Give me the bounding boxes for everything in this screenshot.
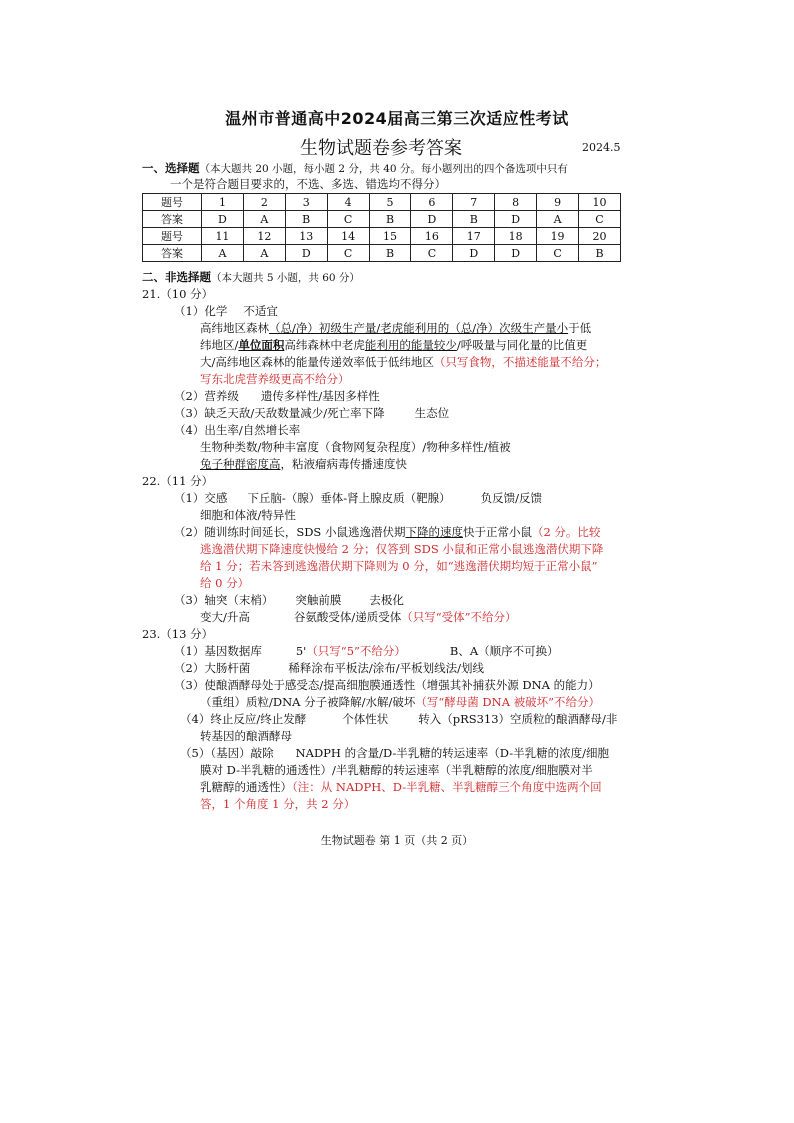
q21-p2-a: （2）营养级 bbox=[174, 389, 239, 403]
q21-p1-a: （1）化学 bbox=[174, 304, 228, 318]
q23-p5-b: NADPH 的含量/D-半乳糖的转运速率（D-半乳糖的浓度/细胞 bbox=[295, 746, 609, 760]
q23-line4 bbox=[200, 779, 602, 795]
q21-l3-b: （只写食物，不描述能量不给分； bbox=[433, 355, 607, 369]
table-cell: A bbox=[202, 245, 244, 262]
table-cell: 3 bbox=[285, 194, 327, 211]
table-cell: 18 bbox=[495, 228, 537, 245]
table-cell: 19 bbox=[537, 228, 579, 245]
table-cell: D bbox=[495, 211, 537, 228]
table-cell: 8 bbox=[495, 194, 537, 211]
section2-heading: 二、非选择题 bbox=[142, 270, 211, 284]
table-cell: 1 bbox=[202, 194, 244, 211]
q22-line5 bbox=[200, 609, 517, 625]
section2-note: （本大题共 5 小题，共 60 分） bbox=[211, 272, 360, 284]
q22-part2 bbox=[174, 524, 600, 540]
q21-line2 bbox=[200, 337, 587, 353]
table-row bbox=[143, 211, 621, 228]
table-row bbox=[143, 194, 621, 211]
table-cell: B bbox=[285, 211, 327, 228]
q21-p3-a: （3）缺乏天敌/天敌数量减少/死亡率下降 bbox=[174, 406, 385, 420]
q22-l5-b: 谷氨酸受体/递质受体 bbox=[293, 610, 402, 624]
q22-p3-b: 突触前膜 bbox=[295, 593, 342, 607]
q23-p4-b: 个体性状 bbox=[342, 712, 389, 726]
table-cell: D bbox=[202, 211, 244, 228]
table-cell: C bbox=[537, 245, 579, 262]
q21-line3 bbox=[200, 354, 606, 370]
q22-p2-d: （2 分。比较 bbox=[531, 525, 601, 539]
q23-p1-c: （只写“5”不给分） bbox=[306, 644, 406, 658]
q21-l6-a: 兔子种群密度高 bbox=[200, 457, 281, 471]
q21-heading: 21.（10 分） bbox=[142, 287, 214, 301]
table-cell: C bbox=[579, 211, 621, 228]
table-cell: 题号 bbox=[143, 228, 202, 245]
q21-l2-c: 高纬森林中老虎 bbox=[284, 338, 365, 352]
q21-part3 bbox=[174, 405, 449, 421]
table-cell: 14 bbox=[327, 228, 369, 245]
table-cell: 10 bbox=[579, 194, 621, 211]
table-row bbox=[143, 245, 621, 262]
table-cell: C bbox=[411, 245, 453, 262]
q21-part1 bbox=[174, 303, 278, 319]
table-cell: 20 bbox=[579, 228, 621, 245]
q21-l3-a: 大/高纬地区森林的能量传递效率低于低纬地区 bbox=[200, 355, 434, 369]
table-cell: D bbox=[453, 245, 495, 262]
answer-table bbox=[142, 193, 621, 262]
q21-l2-d: 能利用的能量较少 bbox=[364, 338, 457, 352]
q23-p5-a: （5）（基因）敲除 bbox=[180, 746, 274, 760]
table-cell: D bbox=[495, 245, 537, 262]
q22-l5-c: （只写“受体”不给分） bbox=[401, 610, 517, 624]
q23-line3: 膜对 D-半乳糖的通透性）/半乳糖醇的转运速率（半乳糖醇的浓度/细胞膜对半 bbox=[200, 763, 593, 777]
q21-l2-a: 纬地区/ bbox=[200, 338, 239, 352]
table-cell: 12 bbox=[243, 228, 285, 245]
table-cell: 16 bbox=[411, 228, 453, 245]
table-cell: 6 bbox=[411, 194, 453, 211]
table-cell: 9 bbox=[537, 194, 579, 211]
table-cell: 4 bbox=[327, 194, 369, 211]
q23-line1 bbox=[200, 694, 600, 710]
table-cell: D bbox=[285, 245, 327, 262]
section1-note1: （本大题共 20 小题，每小题 2 分，共 40 分。每小题列出的四个备选项中只有 bbox=[199, 163, 568, 175]
q21-line6 bbox=[200, 456, 407, 472]
table-cell: 7 bbox=[453, 194, 495, 211]
q22-line1: 细胞和体液/特异性 bbox=[200, 508, 296, 522]
q22-p3-c: 去极化 bbox=[369, 593, 404, 607]
table-cell: 15 bbox=[369, 228, 411, 245]
table-cell: B bbox=[453, 211, 495, 228]
document-title: 温州市普通高中2024届高三第三次适应性考试 bbox=[225, 109, 569, 128]
q21-p3-b: 生态位 bbox=[414, 406, 450, 420]
table-cell: C bbox=[327, 211, 369, 228]
q23-line2: 转基因的酿酒酵母 bbox=[200, 729, 292, 743]
q23-p2-a: （2）大肠杆菌 bbox=[174, 661, 251, 675]
q22-p3-a: （3）轴突（末梢） bbox=[174, 593, 274, 607]
table-cell: A bbox=[243, 211, 285, 228]
table-cell: A bbox=[537, 211, 579, 228]
q21-l2-b: 单位面积 bbox=[238, 338, 285, 352]
q21-l2-e: /呼吸量与同化量的比值更 bbox=[456, 338, 588, 352]
q23-heading: 23.（13 分） bbox=[142, 627, 214, 641]
q22-line4: 给 0 分） bbox=[200, 576, 250, 590]
q23-l1-b: （写“酵母菌 DNA 被破坏”不给分） bbox=[415, 695, 601, 709]
q23-part2 bbox=[174, 660, 484, 676]
q23-l4-a: 乳糖醇的通透性） bbox=[200, 780, 292, 794]
q22-line2: 逃逸潜伏期下降速度快慢给 2 分；仅答到 SDS 小鼠和正常小鼠逃逸潜伏期下降 bbox=[200, 542, 604, 556]
q22-p2-b: 下降的速度 bbox=[405, 525, 463, 539]
q23-p2-b: 稀释涂布平板法/涂布/平板划线法/划线 bbox=[288, 661, 484, 675]
table-cell: 13 bbox=[285, 228, 327, 245]
q22-p1-c: 负反馈/反馈 bbox=[480, 491, 542, 505]
table-cell: 5 bbox=[369, 194, 411, 211]
section1-heading: 一、选择题 bbox=[142, 161, 200, 175]
q22-part1 bbox=[174, 490, 542, 506]
table-cell: 2 bbox=[243, 194, 285, 211]
q22-p2-c: 快于正常小鼠 bbox=[462, 525, 532, 539]
table-cell: 答案 bbox=[143, 211, 202, 228]
q22-p1-a: （1）交感 bbox=[174, 491, 228, 505]
document-subtitle: 生物试题卷参考答案 bbox=[300, 138, 462, 159]
q23-p1-a: （1）基因数据库 bbox=[174, 644, 262, 658]
table-cell: B bbox=[579, 245, 621, 262]
q23-p4-c: 转入（pRS313）空质粒的酿酒酵母/非 bbox=[418, 712, 618, 726]
q21-part4: （4）出生率/自然增长率 bbox=[174, 423, 301, 437]
table-cell: B bbox=[369, 211, 411, 228]
q21-line5: 生物种类数/物种丰富度（食物网复杂程度）/物种多样性/植被 bbox=[200, 440, 511, 454]
q23-p1-b: 5' bbox=[295, 644, 307, 658]
q23-p1-d: B、A（顺序不可换） bbox=[449, 644, 559, 658]
q22-p2-a: （2）随训练时间延长，SDS 小鼠逃逸潜伏期 bbox=[174, 525, 406, 539]
q21-part2 bbox=[174, 388, 380, 404]
table-cell: A bbox=[243, 245, 285, 262]
q21-l6-b: ，粘液瘤病毒传播速度快 bbox=[280, 457, 407, 471]
q23-part5 bbox=[180, 745, 609, 761]
q21-p2-b: 遗传多样性/基因多样性 bbox=[260, 389, 380, 403]
q22-line3: 给 1 分；若未答到逃逸潜伏期下降则为 0 分，如“逃逸潜伏期均短于正常小鼠” bbox=[200, 559, 598, 573]
q23-l4-b: （注：从 NADPH、D-半乳糖、半乳糖醇三个角度中选两个回 bbox=[292, 780, 602, 794]
q22-p1-b: 下丘脑-（腺）垂体-肾上腺皮质（靶腺） bbox=[247, 491, 451, 505]
exam-date: 2024.5 bbox=[582, 141, 621, 154]
q23-line5: 答，1 个角度 1 分，共 2 分） bbox=[200, 797, 356, 811]
q21-line4: 写东北虎营养级更高不给分） bbox=[200, 372, 350, 386]
q21-l1-a: 高纬地区森林 bbox=[200, 321, 269, 335]
table-cell: 答案 bbox=[143, 245, 202, 262]
q23-part3: （3）使酿酒酵母处于感受态/提高细胞膜通透性（增强其补捕获外源 DNA 的能力） bbox=[174, 678, 600, 692]
section1-line1 bbox=[142, 160, 568, 177]
table-cell: 11 bbox=[202, 228, 244, 245]
q23-p4-a: （4）终止反应/终止发酵 bbox=[180, 712, 307, 726]
page-footer: 生物试题卷 第 1 页（共 2 页） bbox=[320, 834, 474, 847]
q21-l1-b: （总/净）初级生产量/老虎能利用的（总/净）次级生产量小 bbox=[269, 321, 569, 335]
q23-l1-a: （重组）质粒/DNA 分子被降解/水解/破坏 bbox=[200, 695, 416, 709]
q21-l1-c: 于低 bbox=[568, 321, 592, 335]
q22-l5-a: 变大/升高 bbox=[200, 610, 250, 624]
q21-p1-b: 不适宜 bbox=[243, 304, 278, 318]
q23-part4 bbox=[180, 711, 617, 727]
q22-part3 bbox=[174, 592, 404, 608]
q23-part1 bbox=[174, 643, 559, 659]
table-cell: B bbox=[369, 245, 411, 262]
table-cell: 17 bbox=[453, 228, 495, 245]
section2-line bbox=[142, 269, 360, 286]
table-cell: 题号 bbox=[143, 194, 202, 211]
table-cell: D bbox=[411, 211, 453, 228]
table-row bbox=[143, 228, 621, 245]
q21-line1 bbox=[200, 320, 591, 336]
q22-heading: 22.（11 分） bbox=[142, 474, 214, 488]
table-cell: C bbox=[327, 245, 369, 262]
section1-note2: 一个是符合题目要求的，不选、多选、错选均不得分） bbox=[170, 177, 446, 191]
